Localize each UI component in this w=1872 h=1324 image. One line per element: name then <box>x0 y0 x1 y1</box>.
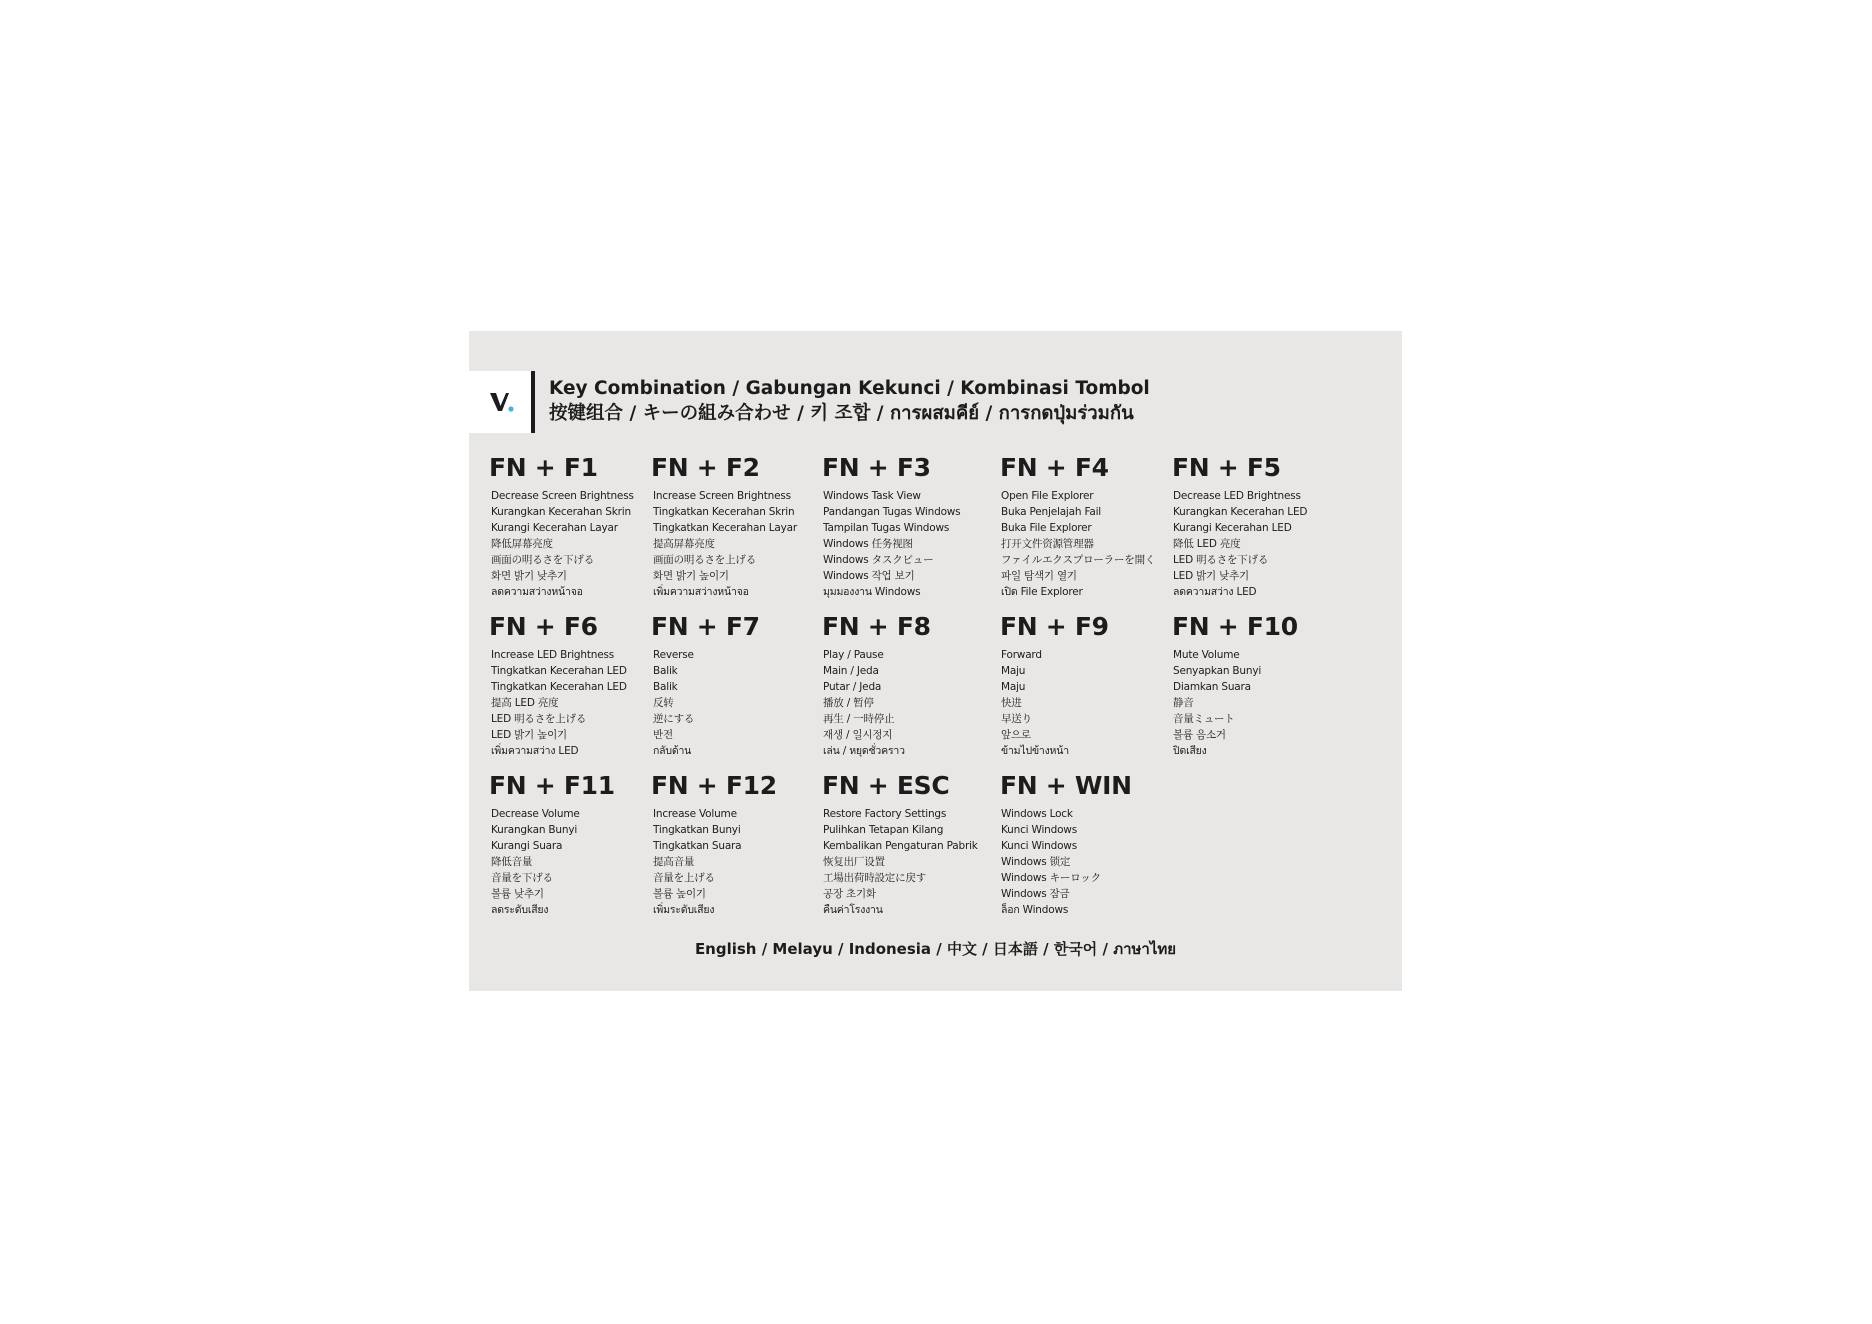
description-line: Tingkatkan Kecerahan Skrin <box>653 506 795 518</box>
description-line: Main / Jeda <box>823 665 879 677</box>
description-line: 볼륨 낮추기 <box>491 888 544 900</box>
page-title-translations: 按键组合 / キーの組み合わせ / 키 조합 / การผสมคีย์ / การกดปุ่มร่วมกัน <box>549 403 1134 424</box>
description-line: เพิ่มระดับเสียง <box>653 904 715 916</box>
description-line: Windows 작업 보기 <box>823 570 915 582</box>
shortcut-description-fn-f3 <box>823 488 960 600</box>
description-line: Windows Lock <box>1001 808 1073 820</box>
page-title: Key Combination / Gabungan Kekunci / Kombinasi Tombol <box>549 378 1150 399</box>
description-line: 화면 밝기 높이기 <box>653 570 729 582</box>
description-line: Putar / Jeda <box>823 681 882 693</box>
description-line: 提高音量 <box>653 856 695 868</box>
description-line: Kurangi Kecerahan LED <box>1173 522 1292 534</box>
description-line: คืนค่าโรงงาน <box>823 904 883 916</box>
shortcut-description-fn-f12 <box>653 806 741 918</box>
shortcut-key-fn-f3: FN + F3 <box>822 453 931 482</box>
description-line: 逆にする <box>653 713 695 725</box>
description-line: 早送り <box>1001 713 1032 725</box>
shortcut-key-fn-f6: FN + F6 <box>489 612 598 641</box>
shortcut-description-fn-f5 <box>1173 488 1307 600</box>
description-line: Windows 锁定 <box>1001 856 1071 868</box>
description-line: Kembalikan Pengaturan Pabrik <box>823 840 978 852</box>
description-line: Tampilan Tugas Windows <box>823 522 950 534</box>
description-line: Decrease Screen Brightness <box>491 490 634 502</box>
shortcut-description-fn-f7 <box>653 647 694 759</box>
description-line: Tingkatkan Suara <box>653 840 742 852</box>
description-line: Kunci Windows <box>1001 840 1077 852</box>
description-line: Increase LED Brightness <box>491 649 615 661</box>
shortcut-key-fn-f5: FN + F5 <box>1172 453 1281 482</box>
description-line: LED 밝기 높이기 <box>491 729 567 741</box>
description-line: 工場出荷時設定に戻す <box>823 872 926 884</box>
description-line: Increase Volume <box>653 808 737 820</box>
description-line: Maju <box>1001 681 1026 693</box>
header-divider <box>531 371 535 433</box>
shortcut-description-fn-f10 <box>1173 647 1261 759</box>
description-line: Pandangan Tugas Windows <box>823 506 961 518</box>
shortcut-key-fn-f1: FN + F1 <box>489 453 598 482</box>
description-line: 재생 / 일시정지 <box>823 729 893 741</box>
description-line: 降低屏幕亮度 <box>491 538 553 550</box>
description-line: Diamkan Suara <box>1173 681 1251 693</box>
description-line: Mute Volume <box>1173 649 1240 661</box>
description-line: Play / Pause <box>823 649 884 661</box>
description-line: ลดระดับเสียง <box>491 904 549 916</box>
description-line: Windows キーロック <box>1001 872 1101 884</box>
description-line: Buka Penjelajah Fail <box>1001 506 1102 518</box>
description-line: 播放 / 暂停 <box>823 697 874 709</box>
description-line: 提高屏幕亮度 <box>653 538 715 550</box>
description-line: มุมมองงาน Windows <box>823 586 921 598</box>
shortcut-key-fn-f2: FN + F2 <box>651 453 760 482</box>
shortcut-key-fn-f8: FN + F8 <box>822 612 931 641</box>
description-line: 반전 <box>653 729 673 741</box>
description-line: Kurangkan Kecerahan Skrin <box>491 506 631 518</box>
description-line: Tingkatkan Bunyi <box>653 824 741 836</box>
description-line: เพิ่มความสว่างหน้าจอ <box>653 586 749 598</box>
description-line: Tingkatkan Kecerahan LED <box>491 681 627 693</box>
description-line: เพิ่มความสว่าง LED <box>491 745 579 757</box>
shortcut-description-fn-win <box>1001 806 1101 918</box>
description-line: กลับด้าน <box>653 745 692 757</box>
description-line: 音量を上げる <box>653 872 715 884</box>
shortcut-key-fn-f7: FN + F7 <box>651 612 760 641</box>
description-line: Maju <box>1001 665 1026 677</box>
description-line: 볼륨 높이기 <box>653 888 706 900</box>
shortcut-key-fn-f10: FN + F10 <box>1172 612 1298 641</box>
shortcut-description-fn-f6 <box>491 647 627 759</box>
shortcut-description-fn-f1 <box>491 488 634 600</box>
description-line: Balik <box>653 665 678 677</box>
shortcut-description-fn-f2 <box>653 488 797 600</box>
shortcut-reference-card <box>469 331 1402 991</box>
shortcut-key-fn-f9: FN + F9 <box>1000 612 1109 641</box>
shortcut-description-fn-f11 <box>491 806 580 918</box>
description-line: 恢复出厂设置 <box>823 856 885 868</box>
brand-logo-mark <box>487 387 517 417</box>
description-line: 화면 밝기 낮추기 <box>491 570 567 582</box>
description-line: Pulihkan Tetapan Kilang <box>823 824 944 836</box>
description-line: Kurangi Suara <box>491 840 563 852</box>
shortcut-key-fn-f11: FN + F11 <box>489 771 615 800</box>
description-line: 降低音量 <box>491 856 533 868</box>
description-line: 앞으로 <box>1001 729 1031 741</box>
description-line: Windows 잠금 <box>1001 888 1070 900</box>
brand-logo <box>469 371 531 433</box>
description-line: LED 밝기 낮추기 <box>1173 570 1249 582</box>
description-line: ลดความสว่าง LED <box>1173 586 1257 598</box>
description-line: 볼륨 음소거 <box>1173 729 1226 741</box>
description-line: ล็อก Windows <box>1001 904 1069 916</box>
description-line: Kurangi Kecerahan Layar <box>491 522 618 534</box>
shortcut-description-fn-f9 <box>1001 647 1069 759</box>
description-line: 快进 <box>1001 697 1022 709</box>
description-line: Reverse <box>653 649 694 661</box>
description-line: 打开文件资源管理器 <box>1001 538 1094 550</box>
description-line: LED 明るさを下げる <box>1173 554 1269 566</box>
description-line: 音量を下げる <box>491 872 553 884</box>
description-line: Increase Screen Brightness <box>653 490 791 502</box>
description-line: Buka File Explorer <box>1001 522 1092 534</box>
description-line: เปิด File Explorer <box>1001 586 1083 598</box>
description-line: เล่น / หยุดชั่วคราว <box>823 745 905 757</box>
description-line: ปิดเสียง <box>1173 745 1207 757</box>
description-line: Decrease LED Brightness <box>1173 490 1301 502</box>
description-line: 音量ミュート <box>1173 713 1235 725</box>
description-line: Balik <box>653 681 678 693</box>
description-line: 画面の明るさを下げる <box>491 554 594 566</box>
description-line: LED 明るさを上げる <box>491 713 587 725</box>
description-line: 파일 탐색기 열기 <box>1001 570 1077 582</box>
shortcut-description-fn-f4 <box>1001 488 1155 600</box>
description-line: 再生 / 一時停止 <box>823 713 895 725</box>
shortcut-description-fn-esc <box>823 806 978 918</box>
description-line: Senyapkan Bunyi <box>1173 665 1262 677</box>
description-line: Kunci Windows <box>1001 824 1077 836</box>
description-line: Windows Task View <box>823 490 921 502</box>
description-line: Kurangkan Bunyi <box>491 824 578 836</box>
description-line: ข้ามไปข้างหน้า <box>1001 745 1069 757</box>
description-line: ファイルエクスプローラーを開く <box>1001 554 1156 566</box>
description-line: 静音 <box>1173 697 1194 709</box>
description-line: ลดความสว่างหน้าจอ <box>491 586 583 598</box>
description-line: 反转 <box>653 697 674 709</box>
description-line: Tingkatkan Kecerahan Layar <box>653 522 798 534</box>
description-line: 提高 LED 亮度 <box>491 697 559 709</box>
description-line: Restore Factory Settings <box>823 808 947 820</box>
description-line: Open File Explorer <box>1001 490 1094 502</box>
description-line: 공장 초기화 <box>823 888 876 900</box>
description-line: Decrease Volume <box>491 808 580 820</box>
description-line: Kurangkan Kecerahan LED <box>1173 506 1308 518</box>
shortcut-key-fn-f12: FN + F12 <box>651 771 777 800</box>
description-line: 降低 LED 亮度 <box>1173 538 1241 550</box>
description-line: Forward <box>1001 649 1042 661</box>
description-line: 画面の明るさを上げる <box>653 554 756 566</box>
description-line: Tingkatkan Kecerahan LED <box>491 665 627 677</box>
shortcut-description-fn-f8 <box>823 647 905 759</box>
header <box>549 376 1249 426</box>
description-line: Windows 任务视图 <box>823 538 913 550</box>
shortcut-key-fn-esc: FN + ESC <box>822 771 950 800</box>
shortcut-key-fn-win: FN + WIN <box>1000 771 1132 800</box>
description-line: Windows タスクビュー <box>823 554 934 566</box>
language-list: English / Melayu / Indonesia / 中文 / 日本語 / 한국어 / ภาษาไทย <box>694 940 1177 958</box>
shortcut-key-fn-f4: FN + F4 <box>1000 453 1109 482</box>
